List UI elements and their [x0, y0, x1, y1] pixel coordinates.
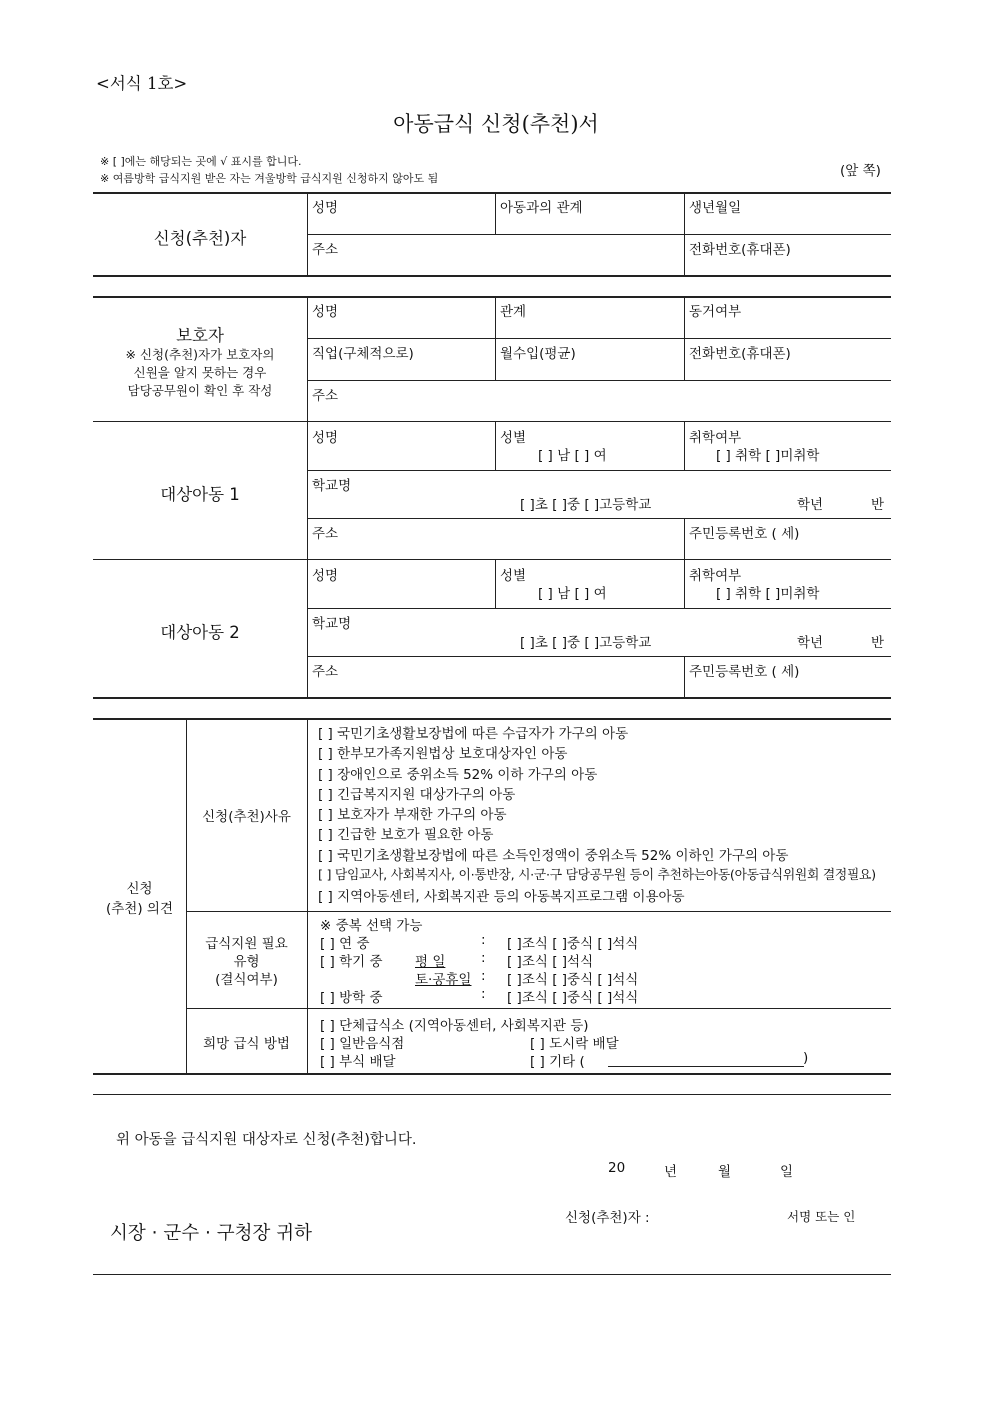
reason-option-4[interactable]: [ ] 긴급복지지원 대상가구의 아동 — [318, 787, 516, 803]
child2-class-label: 반 — [871, 635, 885, 651]
type-row-3-sub: 토·공휴일 — [415, 972, 472, 988]
type-row-1-label[interactable]: [ ] 연 중 — [320, 936, 370, 952]
applicant-address-field[interactable]: 주소 — [312, 242, 339, 258]
date-month-unit: 월 — [718, 1164, 732, 1180]
reason-option-7[interactable]: [ ] 국민기초생활보장법에 따른 소득인정액이 중위소득 52% 이하인 가구의 아동 — [318, 848, 789, 864]
reason-option-2[interactable]: [ ] 한부모가족지원법상 보호대상자인 아동 — [318, 746, 568, 762]
sign-label: 신청(추천)자 : — [565, 1210, 650, 1226]
guardian-label: 보호자 — [176, 326, 224, 345]
child1-address-field[interactable]: 주소 — [312, 526, 339, 542]
method-other-input[interactable] — [608, 1066, 804, 1067]
reason-option-6[interactable]: [ ] 긴급한 보호가 필요한 아동 — [318, 827, 494, 843]
page-title: 아동급식 신청(추천)서 — [393, 112, 599, 136]
child1-school-level-options[interactable]: [ ]초 [ ]중 [ ]고등학교 — [520, 497, 652, 513]
reason-option-3[interactable]: [ ] 장애인으로 중위소득 52% 이하 가구의 아동 — [318, 767, 598, 783]
reason-option-1[interactable]: [ ] 국민기초생활보장법에 따른 수급자가 가구의 아동 — [318, 726, 629, 742]
note-vacation: ※ 여름방학 급식지원 받은 자는 겨울방학 급식지원 신청하지 않아도 됨 — [100, 172, 439, 185]
method-label: 희망 급식 방법 — [203, 1036, 290, 1052]
guardian-job-field[interactable]: 직업(구체적으로) — [312, 346, 414, 362]
applicant-birth-field[interactable]: 생년월일 — [689, 200, 742, 216]
reason-option-8[interactable]: [ ] 담임교사, 사회복지사, 이·통반장, 시·군·구 담당공무원 등이 추천하는아동(아동급식위원회 결정필요) — [318, 868, 876, 883]
type-row-2-sub: 평 일 — [415, 954, 446, 970]
child1-school-status-label: 취학여부 — [689, 430, 742, 446]
guardian-note-line-1: ※ 신청(추천)자가 보호자의 — [125, 347, 275, 362]
applicant-relation-field[interactable]: 아동과의 관계 — [500, 200, 583, 216]
child2-school-status-label: 취학여부 — [689, 568, 742, 584]
type-row-4-colon: : — [481, 986, 486, 1002]
applicant-phone-field[interactable]: 전화번호(휴대폰) — [689, 242, 791, 258]
type-note: ※ 중복 선택 가능 — [320, 918, 423, 934]
type-label-line-1: 급식지원 필요 — [205, 936, 288, 952]
child1-label: 대상아동 1 — [160, 485, 240, 504]
method-other-close: ) — [803, 1050, 809, 1066]
child2-label: 대상아동 2 — [160, 623, 240, 642]
child2-address-field[interactable]: 주소 — [312, 664, 339, 680]
method-option-other[interactable]: [ ] 기타 ( — [530, 1054, 585, 1070]
child1-grade-label: 학년 — [797, 497, 824, 513]
child1-class-label: 반 — [871, 497, 885, 513]
type-row-4-label[interactable]: [ ] 방학 중 — [320, 990, 383, 1006]
child2-school-name-field[interactable]: 학교명 — [312, 616, 352, 632]
guardian-name-field[interactable]: 성명 — [312, 304, 339, 320]
opinion-label-line-2: (추천) 의견 — [106, 901, 173, 917]
child2-school-status-options[interactable]: [ ] 취학 [ ]미취학 — [716, 586, 820, 602]
type-row-4-options[interactable]: [ ]조식 [ ]중식 [ ]석식 — [507, 990, 639, 1006]
child1-school-status-options[interactable]: [ ] 취학 [ ]미취학 — [716, 448, 820, 464]
type-row-2-colon: : — [481, 950, 486, 966]
child1-gender-options[interactable]: [ ] 남 [ ] 여 — [538, 448, 607, 464]
guardian-address-field[interactable]: 주소 — [312, 388, 339, 404]
reason-label: 신청(추천)사유 — [202, 809, 291, 825]
guardian-phone-field[interactable]: 전화번호(휴대폰) — [689, 346, 791, 362]
guardian-note-line-3: 담당공무원이 확인 후 작성 — [127, 383, 273, 398]
applicant-label: 신청(추천)자 — [153, 229, 247, 248]
addressee: 시장 · 군수 · 구청장 귀하 — [110, 1223, 313, 1244]
page-side: (앞 쪽) — [840, 163, 881, 179]
guardian-income-field[interactable]: 월수입(평균) — [500, 346, 576, 362]
opinion-label-line-1: 신청 — [126, 881, 153, 897]
declaration: 위 아동을 급식지원 대상자로 신청(추천)합니다. — [116, 1132, 417, 1148]
type-row-3-colon: : — [481, 968, 486, 984]
type-row-2-label[interactable]: [ ] 학기 중 — [320, 954, 383, 970]
date-year[interactable]: 20 — [608, 1160, 626, 1176]
type-row-1-colon: : — [481, 932, 486, 948]
child1-resident-no-field[interactable]: 주민등록번호 ( 세) — [689, 526, 800, 542]
applicant-name-field[interactable]: 성명 — [312, 200, 339, 216]
type-row-3-options[interactable]: [ ]조식 [ ]중식 [ ]석식 — [507, 972, 639, 988]
child2-name-field[interactable]: 성명 — [312, 568, 339, 584]
child1-gender-label: 성별 — [500, 430, 527, 446]
guardian-note-line-2: 신원을 알지 못하는 경우 — [133, 365, 267, 380]
child2-resident-no-field[interactable]: 주민등록번호 ( 세) — [689, 664, 800, 680]
note-checkmark: ※ [ ]에는 해당되는 곳에 √ 표시를 합니다. — [100, 155, 302, 168]
child2-gender-options[interactable]: [ ] 남 [ ] 여 — [538, 586, 607, 602]
method-option-side-dish[interactable]: [ ] 부식 배달 — [320, 1054, 396, 1070]
child2-school-level-options[interactable]: [ ]초 [ ]중 [ ]고등학교 — [520, 635, 652, 651]
date-year-unit: 년 — [664, 1164, 678, 1180]
signature-field[interactable]: 서명 또는 인 — [787, 1209, 856, 1224]
type-label-line-3: (결식여부) — [215, 972, 278, 988]
child2-gender-label: 성별 — [500, 568, 527, 584]
guardian-relation-field[interactable]: 관계 — [500, 304, 527, 320]
child2-grade-label: 학년 — [797, 635, 824, 651]
form-number: <서식 1호> — [96, 74, 188, 93]
type-row-2-options[interactable]: [ ]조식 [ ]석식 — [507, 954, 594, 970]
child1-school-name-field[interactable]: 학교명 — [312, 478, 352, 494]
reason-option-5[interactable]: [ ] 보호자가 부재한 가구의 아동 — [318, 807, 507, 823]
type-row-1-options[interactable]: [ ]조식 [ ]중식 [ ]석식 — [507, 936, 639, 952]
method-option-lunchbox[interactable]: [ ] 도시락 배달 — [530, 1036, 619, 1052]
type-label-line-2: 유형 — [233, 954, 260, 970]
guardian-cohabit-field[interactable]: 동거여부 — [689, 304, 742, 320]
method-option-restaurant[interactable]: [ ] 일반음식점 — [320, 1036, 405, 1052]
date-day-unit: 일 — [780, 1164, 794, 1180]
reason-option-9[interactable]: [ ] 지역아동센터, 사회복지관 등의 아동복지프로그램 이용아동 — [318, 889, 685, 905]
child1-name-field[interactable]: 성명 — [312, 430, 339, 446]
method-option-group[interactable]: [ ] 단체급식소 (지역아동센터, 사회복지관 등) — [320, 1018, 589, 1034]
